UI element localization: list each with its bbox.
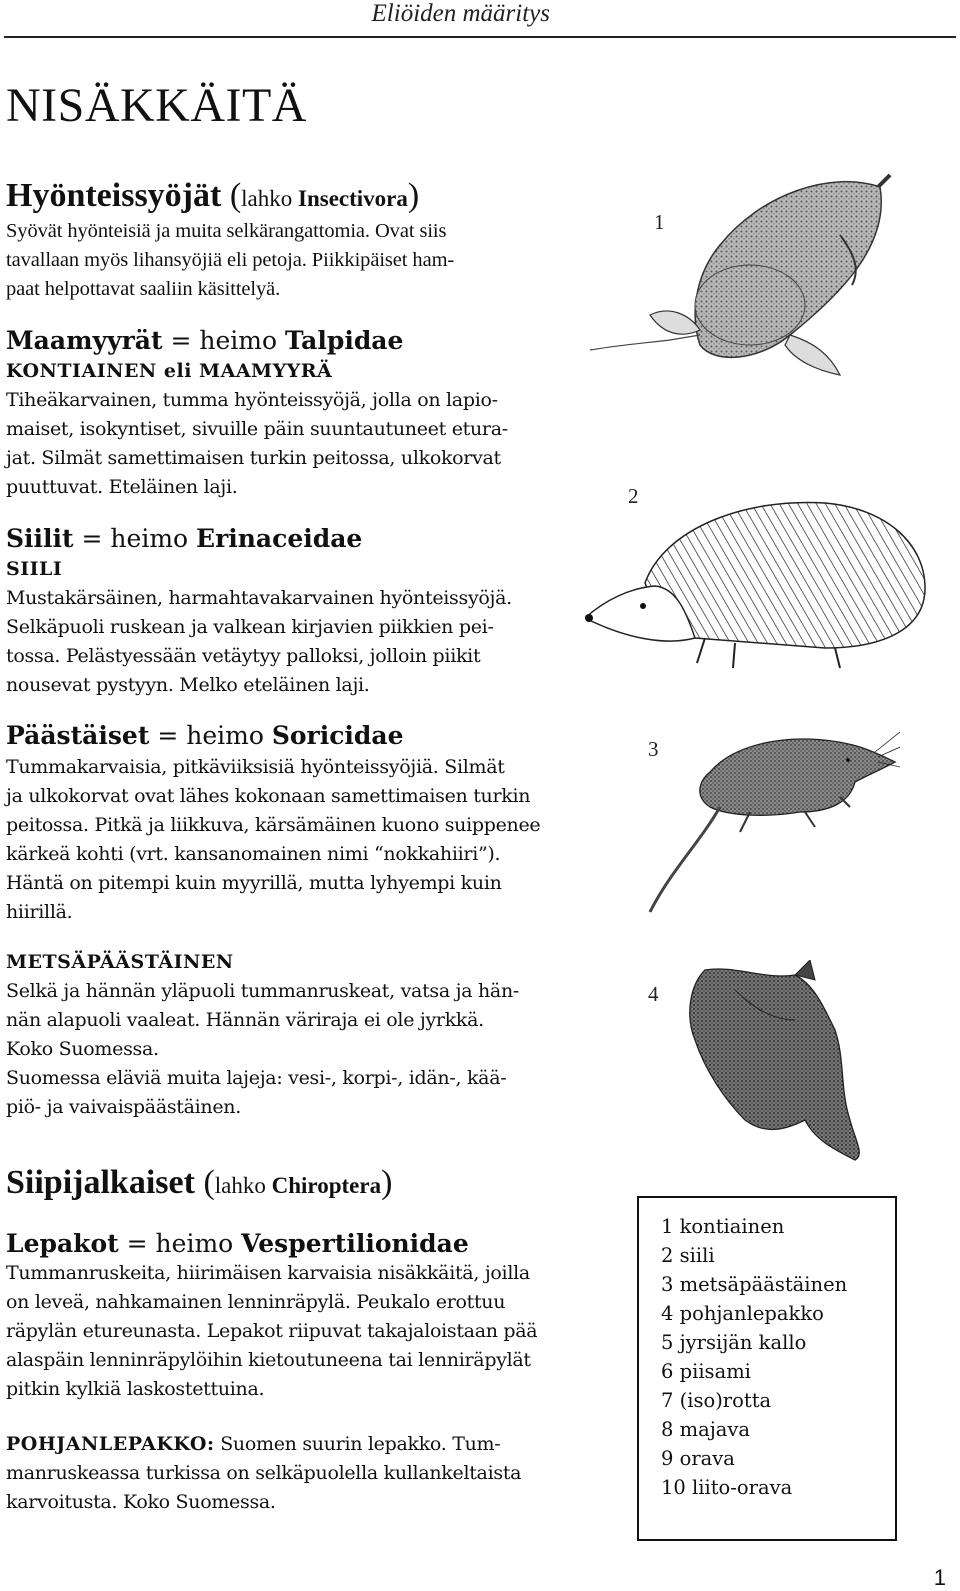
page-number: 1 [933,1565,946,1590]
page-title: NISÄKKÄITÄ [6,79,307,132]
shrew-illustration [610,712,900,922]
legend-item: 7 (iso)rotta [661,1389,772,1412]
order-heading-chiroptera: Siipijalkaiset (lahko Chiroptera) [6,1164,393,1201]
order-name: Siipijalkaiset [6,1164,195,1201]
figure-number-4: 4 [648,982,659,1006]
legend-item: 2 siili [661,1244,715,1267]
hedgehog-illustration [585,488,935,678]
header-title: Eliöiden määritys [371,0,550,27]
mole-illustration [590,165,920,395]
figure-number-1: 1 [654,210,665,234]
legend-item: 3 metsäpäästäinen [661,1273,848,1296]
species-name-metsapaastainen: METSÄPÄÄSTÄINEN [6,951,234,973]
soricidae-description: Tummakarvaisia, pitkäviiksisiä hyönteissyöjiä. Silmät ja ulkokorvat ovat lähes kokonaan samettimaisen turkin peitossa. Pitkä ja liikkuva, kärsämäinen kuono suippenee kärkeä kohti (vrt. kansanomainen nimi “nokkahiiri”). Häntä on pitempi kuin myyrillä, mutta lyhyempi kuin hiirillä. [6,756,541,923]
pohjanlepakko-description: POHJANLEPAKKO: Suomen suurin lepakko. Tum- manruskeassa turkissa on selkäpuolella kullankeltaista karvoitusta. Koko Suomessa. [6,1433,522,1513]
header-rule [4,36,956,38]
talpidae-description: Tiheäkarvainen, tumma hyönteissyöjä, jolla on lapio- maiset, isokyntiset, sivuille päin suuntautuneet etura- jat. Silmät samettimaisen turkin peitossa, ulkokorvat puuttuvat. Eteläinen laji. [6,389,508,498]
legend-item: 10 liito-orava [661,1476,793,1499]
vespertilionidae-description: Tummanruskeita, hiirimäisen karvaisia nisäkkäitä, joilla on leveä, nahkamainen lenninräpylä. Peukalo erottuu räpylän etureunasta. Lepakot riipuvat takajaloistaan pää alaspäin lenninräpylöihin kietoutuneena tai lenniräpylät pitkin kylkiä laskostettuina. [6,1262,538,1400]
legend-box [637,1196,897,1541]
species-name-siili: SIILI [6,558,63,580]
figure-number-2: 2 [628,484,639,508]
legend-item: 5 jyrsijän kallo [661,1331,807,1354]
family-heading-vespertilionidae: Lepakot = heimo Vespertilionidae [6,1229,469,1258]
legend-item: 4 pohjanlepakko [661,1302,824,1325]
bat-illustration [665,960,885,1170]
order-heading-insectivora: Hyönteissyöjät (lahko Insectivora) [6,177,420,214]
erinaceidae-description: Mustakärsäinen, harmahtavakarvainen hyönteissyöjä. Selkäpuoli ruskean ja valkean kirjavien piikkien pei- tossa. Pelästyessään vetäytyy palloksi, jolloin piikit nousevat pystyyn. Melko eteläinen laji. [6,587,512,696]
metsapaastainen-description: Selkä ja hännän yläpuoli tummanruskeat, vatsa ja hän- nän alapuoli vaaleat. Hännän väriraja ei ole jyrkkä. Koko Suomessa. Suomessa eläviä muita lajeja: vesi-, korpi-, idän-, kää- piö- ja vaivaispäästäinen. [6,980,520,1118]
figure-number-3: 3 [648,737,659,761]
order-name: Hyönteissyöjät [6,177,222,214]
family-heading-soricidae: Päästäiset = heimo Soricidae [6,721,404,750]
legend-item: 8 majava [661,1418,751,1441]
species-name-kontiainen: KONTIAINEN eli MAAMYYRÄ [6,360,333,382]
family-heading-erinaceidae: Siilit = heimo Erinaceidae [6,524,363,553]
insectivora-description: Syövät hyönteisiä ja muita selkärangattomia. Ovat siis tavallaan myös lihansyöjiä eli petoja. Piikkipäiset ham- paat helpottavat saaliin käsittelyä. [6,220,455,300]
legend-item: 1 kontiainen [661,1215,785,1238]
legend-item: 6 piisami [661,1360,751,1383]
legend-item: 9 orava [661,1447,735,1470]
family-heading-talpidae: Maamyyrät = heimo Talpidae [6,326,404,355]
species-name-pohjanlepakko: POHJANLEPAKKO: [6,1433,215,1455]
